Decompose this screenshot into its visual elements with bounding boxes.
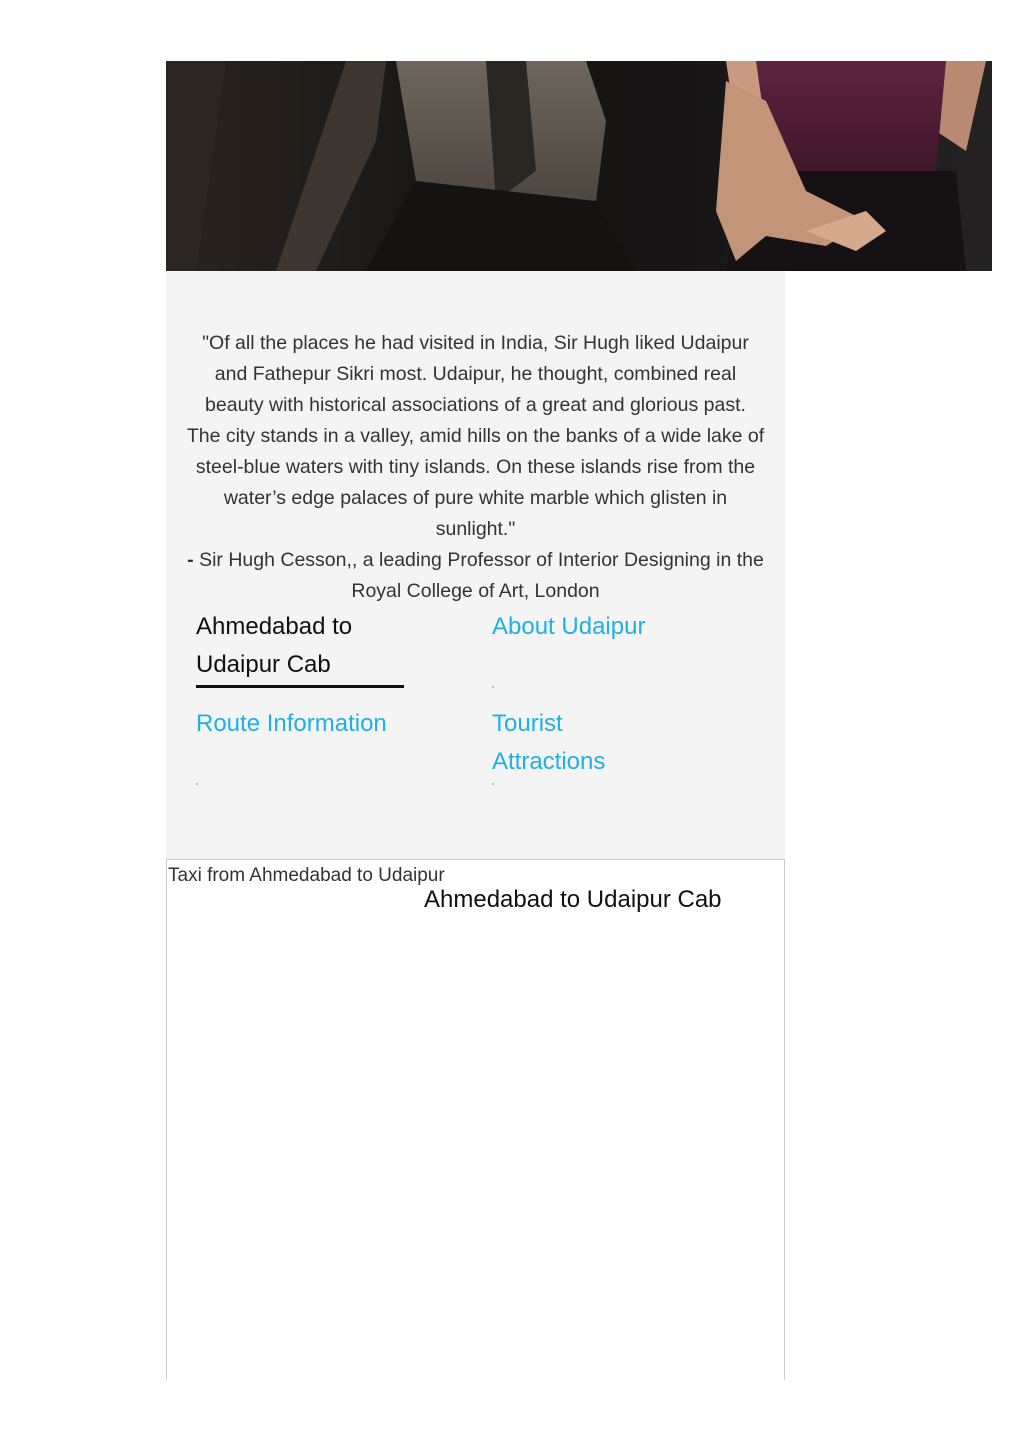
tab-label: Ahmedabad to Udaipur Cab (196, 613, 353, 678)
quote-panel (166, 271, 785, 859)
tab-label: Tourist Attractions (492, 710, 606, 775)
tab-tourist-attractions[interactable] (492, 705, 662, 781)
tab-marker (196, 783, 198, 785)
tab-content-frame (166, 859, 785, 1380)
tab-marker (492, 783, 494, 785)
section-tabs (196, 608, 756, 798)
tab-route-information[interactable] (196, 705, 406, 743)
quote-text: "Of all the places he had visited in India, Sir Hugh liked Udaipur and Fathepur Sikri most. Udaipur, he thought, combined real beauty with historical associations of a great and glorious past. The city stands in a valley, amid hills on the banks of a wide lake of steel-blue waters with tiny islands. On these islands rise from the water’s edge palaces of pure white marble which glisten in sunlight." (186, 332, 765, 540)
hero-photo (166, 61, 992, 271)
tab-marker (492, 686, 494, 688)
tab-ahmedabad-to-udaipur-cab[interactable] (196, 608, 406, 684)
tab-about-udaipur[interactable] (492, 608, 662, 646)
hero-image (166, 61, 992, 271)
quote-dash: - (187, 549, 194, 571)
tab-label: About Udaipur (492, 613, 646, 640)
quote-attribution: Sir Hugh Cesson,, a leading Professor of Interior Designing in the Royal College of Art, London (199, 549, 764, 602)
active-tab-underline (196, 685, 404, 688)
tab-content-title: Ahmedabad to Udaipur Cab (424, 886, 722, 913)
udaipur-quote (186, 328, 765, 607)
image-alt-caption: Taxi from Ahmedabad to Udaipur (168, 865, 445, 886)
tab-label: Route Information (196, 710, 387, 737)
